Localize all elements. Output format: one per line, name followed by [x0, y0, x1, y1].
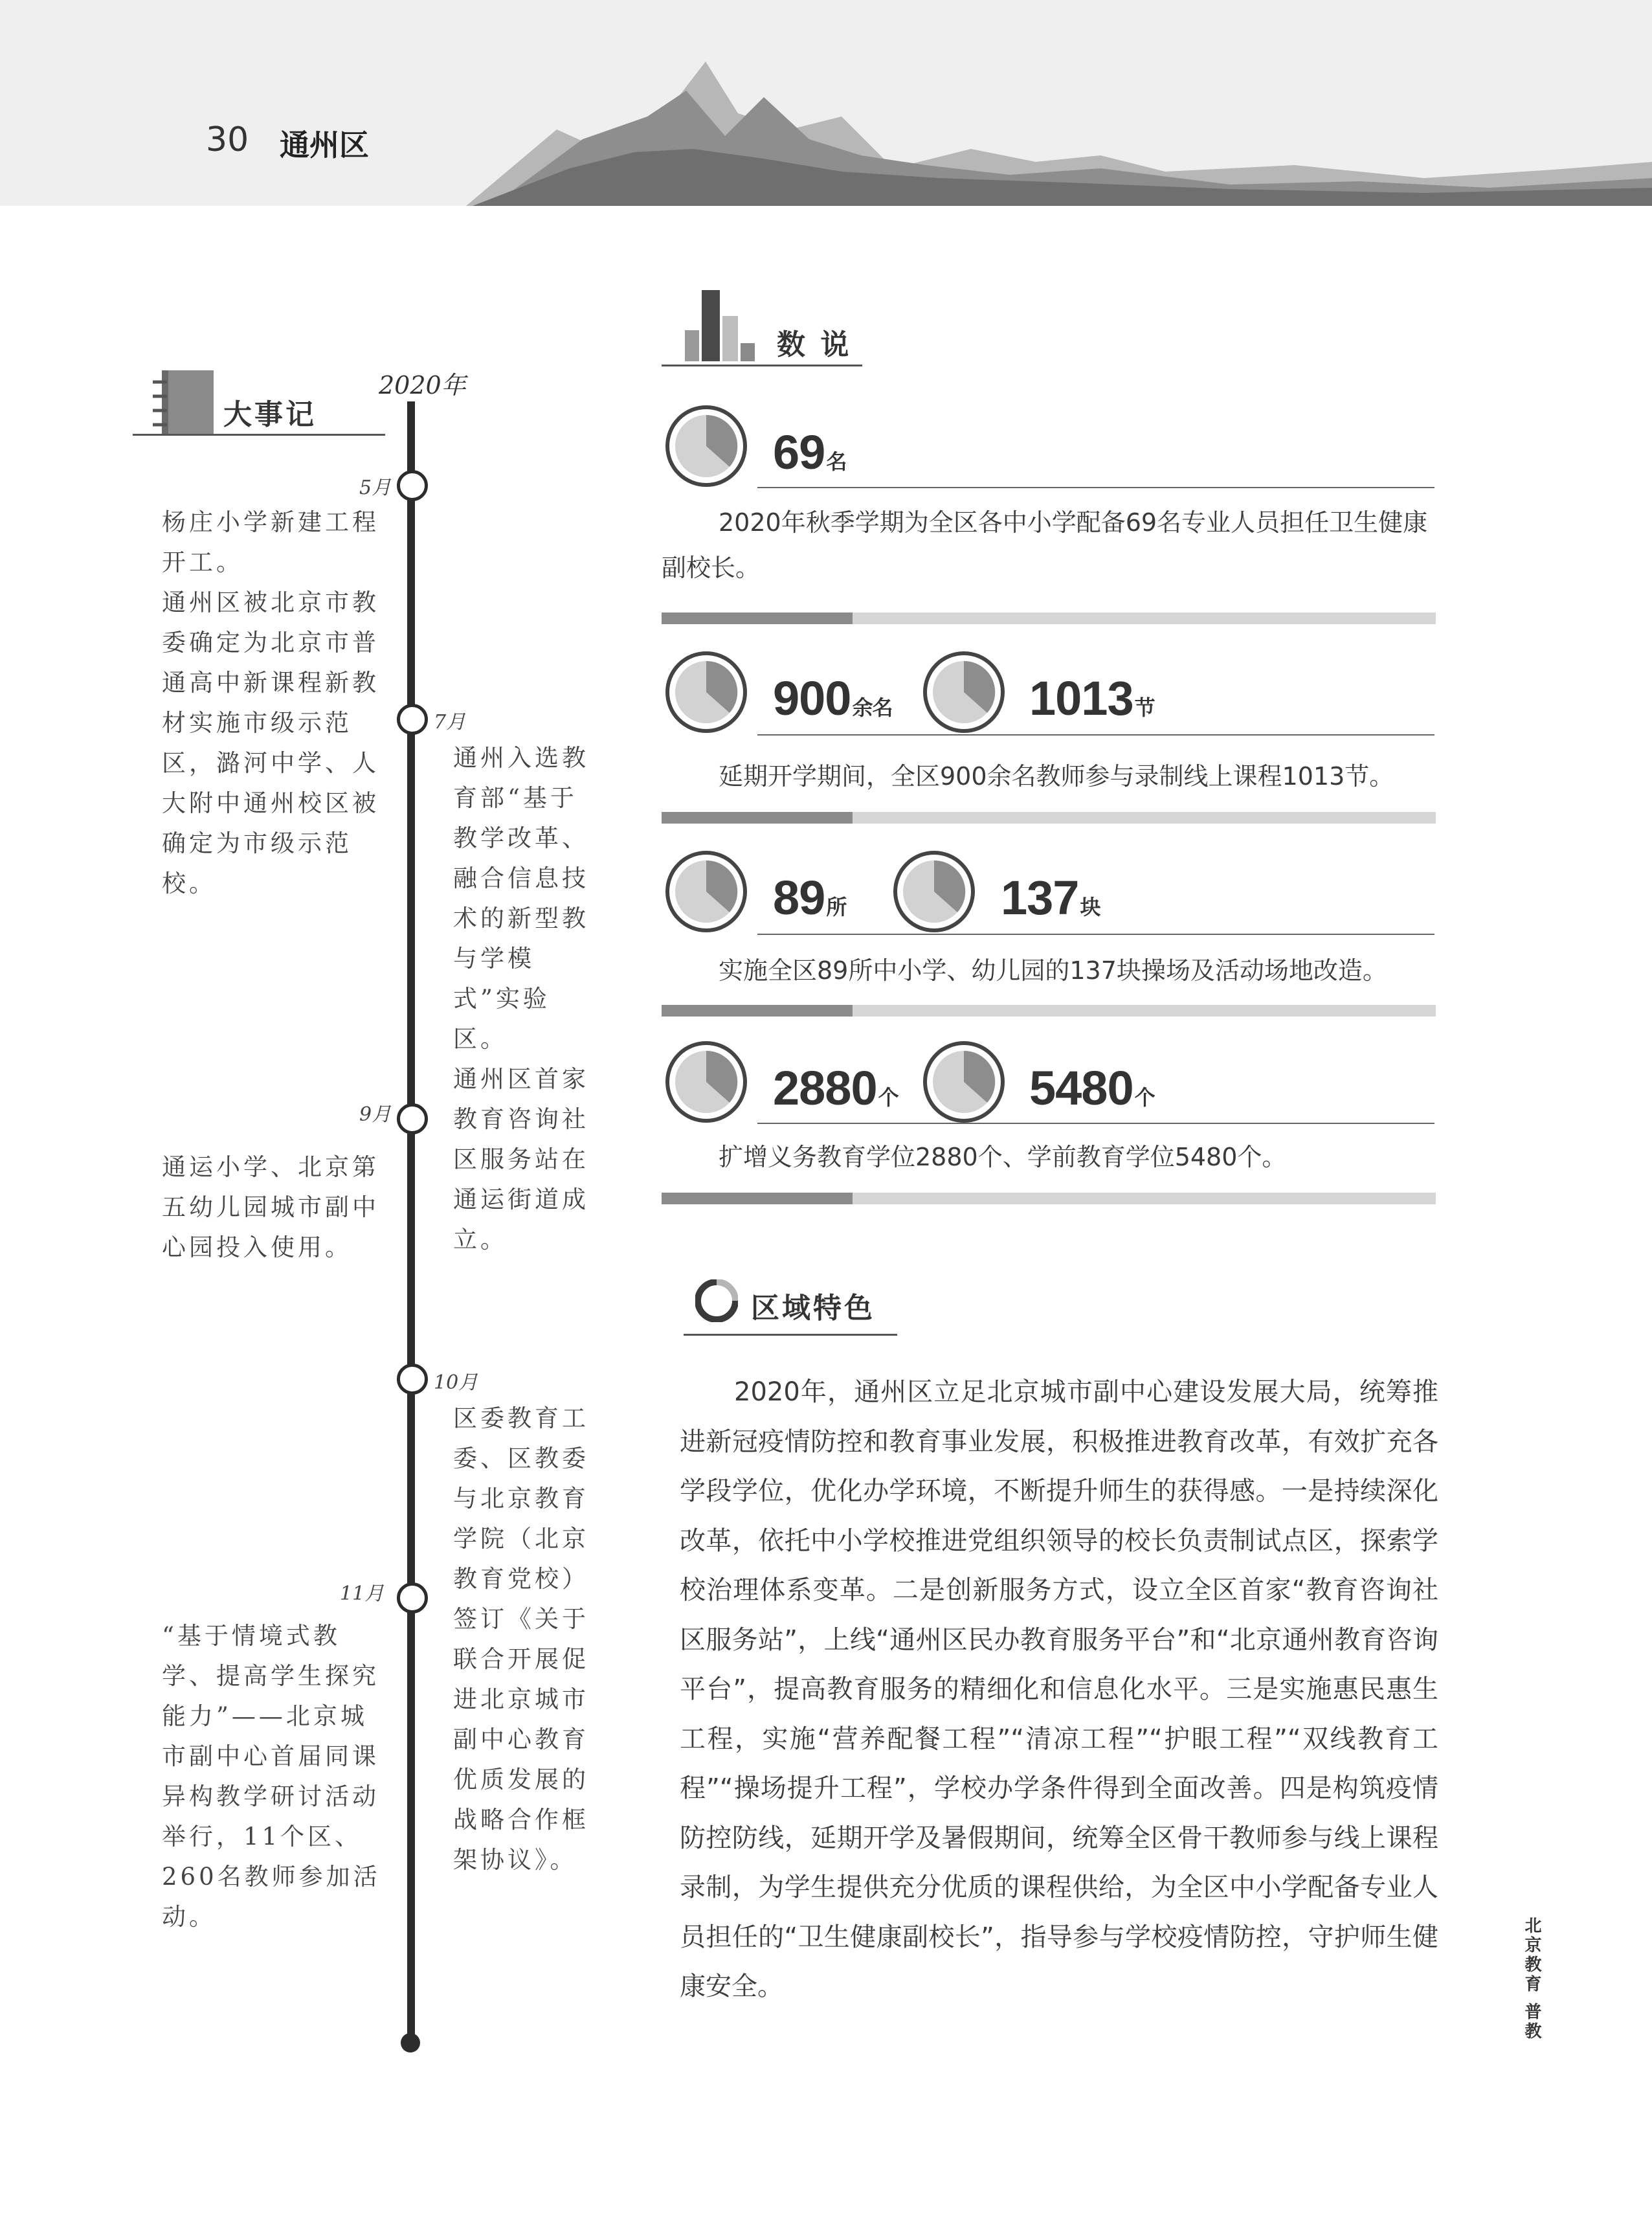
timeline-month-november: 11月	[340, 1582, 385, 1605]
stat-number: 137	[1001, 871, 1079, 925]
feature-title-rule	[684, 1334, 897, 1336]
stat-value-69	[773, 425, 846, 480]
timeline-event-october	[453, 1399, 594, 1880]
stat-value-89	[773, 870, 846, 925]
header-band	[0, 0, 1652, 206]
stat-description: 实施全区89所中小学、幼儿园的137块操场及活动场地改造。	[719, 956, 1387, 985]
stat-rule	[757, 934, 1434, 935]
pie-icon	[664, 1040, 748, 1124]
pie-icon	[922, 650, 1006, 734]
timeline-end-dot	[401, 2033, 420, 2052]
stat-description: 延期开学期间，全区900余名教师参与录制线上课程1013节。	[719, 762, 1394, 791]
timeline-month-may: 5月	[359, 477, 392, 499]
mountain-illustration	[0, 0, 1652, 206]
pie-icon	[922, 1040, 1006, 1124]
notebook-icon	[150, 370, 214, 438]
stat-unit: 个	[1134, 1086, 1155, 1109]
stat-divider	[662, 1193, 1436, 1204]
stat-description: 扩增义务教育学位2880个、学前教育学位5480个。	[719, 1143, 1287, 1171]
timeline-node-october	[397, 1364, 428, 1395]
timeline-node-july	[397, 704, 428, 735]
timeline-event-november	[162, 1616, 388, 1937]
feature-section-title: 区域特色	[751, 1292, 875, 1325]
stats-section-title: 数 说	[777, 328, 852, 361]
stat-value-2880	[773, 1061, 899, 1116]
timeline-event-september	[162, 1147, 382, 1268]
stat-number: 89	[773, 871, 825, 925]
timeline-axis	[407, 401, 415, 2043]
stat-value-900	[773, 671, 892, 726]
stat-number: 1013	[1029, 671, 1133, 725]
event-text: 通州区被北京市教委确定为北京市普通高中新课程新教材实施市级示范区，潞河中学、人大附中通州校区被确定为市级示范校。	[162, 589, 379, 897]
stat-rule	[757, 734, 1434, 736]
page-number: 30	[206, 120, 249, 159]
timeline-section-title: 大事记	[223, 398, 317, 431]
timeline-event-may	[162, 502, 395, 904]
event-text: 区委教育工委、区教委与北京教育学院（北京教育党校）签订《关于联合开展促进北京城市副中心教育优质发展的战略合作框架协议》。	[453, 1404, 589, 1874]
stat-value-5480	[1029, 1061, 1155, 1116]
pie-icon	[664, 849, 748, 934]
event-text: 通运小学、北京第五幼儿园城市副中心园投入使用。	[162, 1153, 379, 1261]
stat-unit: 个	[878, 1086, 899, 1109]
stat-divider	[662, 613, 1436, 624]
ring-icon	[695, 1279, 738, 1325]
timeline-event-july	[453, 738, 594, 1260]
stat-rule	[757, 1123, 1434, 1124]
stat-value-1013	[1029, 671, 1155, 726]
event-text: 通州区首家教育咨询社区服务站在通运街道成立。	[453, 1065, 589, 1254]
pie-icon	[892, 849, 976, 934]
stat-number: 900	[773, 671, 851, 725]
timeline-year: 2020年	[379, 371, 466, 399]
timeline-node-may	[397, 470, 428, 501]
stat-description: 2020年秋季学期为全区各中小学配备69名专业人员担任卫生健康副校长。	[662, 508, 1428, 582]
stat-value-137	[1001, 870, 1100, 925]
stat-divider	[662, 1005, 1436, 1017]
stat-divider	[662, 812, 1436, 824]
stat-unit: 所	[826, 895, 847, 919]
timeline-title-rule	[133, 434, 385, 436]
pie-icon	[664, 404, 748, 488]
stat-rule	[757, 487, 1434, 488]
pie-icon	[664, 650, 748, 734]
district-name: 通州区	[280, 128, 369, 163]
stat-unit: 名	[826, 450, 847, 473]
bar-chart-icon	[685, 290, 761, 364]
feature-body-text: 2020年，通州区立足北京城市副中心建设发展大局，统筹推进新冠疫情防控和教育事业发展，积极推进教育改革，有效扩充各学段学位，优化办学环境，不断提升师生的获得感。一是持续深化改革，依托中小学校推进党组织领导的校长负责制试点区，探索学校治理体系变革。二是创新服务方式，设立全区首家“教育咨询社区服务站”，上线“通州区民办教育服务平台”和“北京通州教育咨询平台”，提高教育服务的精细化和信息化水平。三是实施惠民惠生工程，实施“营养配餐工程”“清凉工程”“护眼工程”“双线教育工程”“操场提升工程”，学校办学条件得到全面改善。四是构筑疫情防控防线，延期开学及暑假期间，统筹全区骨干教师参与线上课程录制，为学生提供充分优质的课程供给，为全区中小学配备专业人员担任的“卫生健康副校长”，指导参与学校疫情防控，守护师生健康安全。	[680, 1377, 1438, 2001]
timeline-month-july: 7月	[434, 711, 466, 734]
stat-number: 2880	[773, 1061, 877, 1115]
stat-unit: 块	[1080, 895, 1100, 919]
timeline-node-november	[397, 1582, 428, 1613]
stat-number: 69	[773, 425, 825, 479]
stat-unit: 余名	[852, 696, 893, 719]
event-text: “基于情境式教学、提高学生探究能力”——北京城市副中心首届同课异构教学研讨活动举行，11个区、260名教师参加活动。	[162, 1622, 381, 1931]
event-text: 杨庄小学新建工程开工。	[162, 508, 379, 576]
side-footer: 北京教育 普教	[1522, 1917, 1541, 2042]
event-text: 通州入选教育部“基于教学改革、融合信息技术的新型教与学模式”实验区。	[453, 744, 589, 1053]
stat-unit: 节	[1134, 696, 1155, 719]
timeline-month-october: 10月	[434, 1371, 478, 1394]
stat-number: 5480	[1029, 1061, 1133, 1115]
timeline-node-september	[397, 1103, 428, 1134]
stats-title-rule	[662, 365, 862, 366]
timeline-month-september: 9月	[359, 1103, 392, 1126]
